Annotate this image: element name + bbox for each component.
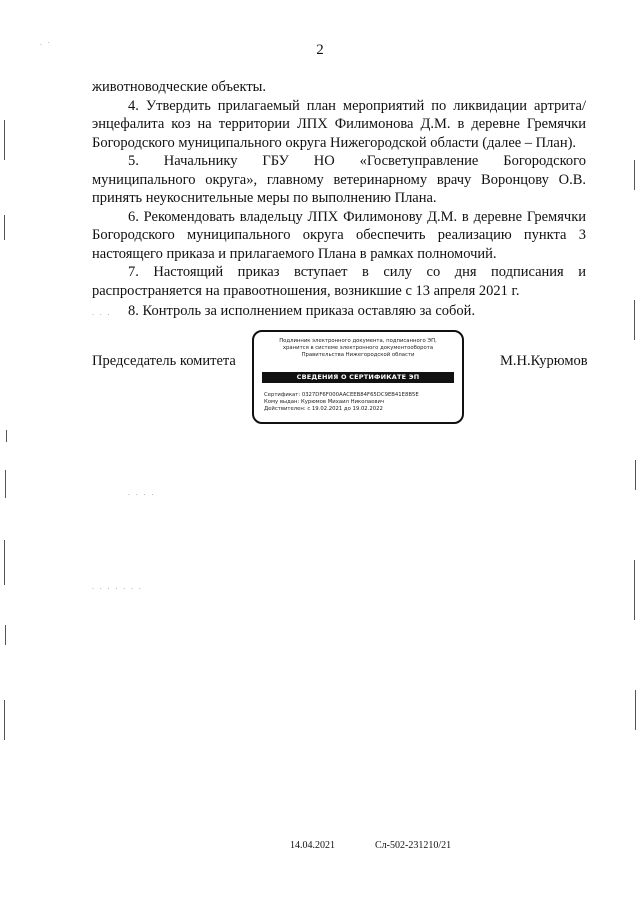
- stamp-issued-to: Кому выдан: Курюмов Михаил Николаевич: [264, 399, 385, 405]
- footer-document-number: Сл-502-231210/21: [375, 840, 452, 851]
- footer-date: 14.04.2021: [290, 840, 335, 851]
- stamp-header-line: хранится в системе электронного документооборота: [282, 345, 434, 351]
- electronic-signature-stamp: [252, 330, 464, 424]
- stamp-header-line: Правительства Нижегородской области: [301, 352, 415, 358]
- paragraph-item-5: 5. Начальнику ГБУ НО «Госветуправление Богородского муниципального округа», главному ветеринарному врачу Воронцову О.В. принять неукоснительные меры по выполнению Плана.: [92, 153, 586, 206]
- page-number: 2: [316, 42, 324, 58]
- paragraph-item-8: 8. Контроль за исполнением приказа оставляю за собой.: [128, 303, 476, 319]
- paragraph-continuation: животноводческие объекты.: [92, 79, 267, 95]
- paragraph-item-7: 7. Настоящий приказ вступает в силу со дня подписания и распространяется на правоотношения, возникшие с 13 апреля 2021 г.: [92, 264, 586, 299]
- paragraph-item-6: 6. Рекомендовать владельцу ЛПХ Филимонову Д.М. в деревне Гремячки Богородского муниципального округа обеспечить реализацию пункта 3 настоящего приказа и прилагаемого Плана в рамках полномочий.: [92, 208, 586, 262]
- stamp-title: СВЕДЕНИЯ О СЕРТИФИКАТЕ ЭП: [262, 372, 454, 383]
- stamp-certificate-id: Сертификат: 0327DF6F000AACEEB84F65DC9EB41E8B5E: [264, 392, 419, 398]
- stamp-header-line: Подлинник электронного документа, подписанного ЭП,: [279, 338, 437, 344]
- stamp-header: [260, 338, 456, 359]
- stamp-certificate-info: [264, 392, 456, 413]
- paragraph-item-4: 4. Утвердить прилагаемый план мероприятий по ликвидации артрита/энцефалита коз на территории ЛПХ Филимонова Д.М. в деревне Гремячки Богородского муниципального округа Нижегородской области (далее – План).: [92, 97, 586, 151]
- signer-position: Председатель комитета: [92, 353, 236, 369]
- document-page: 2 животноводческие объекты. 4. Утвердить прилагаемый план мероприятий по ликвидации артрита/энцефалита коз на территории ЛПХ Филимонова Д.М. в деревне Гремячки Богородского муниципального округа Нижегородской области (далее – План). 5. Начальнику ГБУ НО «Госветуправление Богородского муниципального округа», главному ветеринарному врачу Воронцову О.В. принять неукоснительные меры по выполнению Плана. 6. Рекомендовать владельцу ЛПХ Филимонову Д.М. в деревне Гремячки Богородского муниципального округа обеспечить реализацию пункта 3 настоящего приказа и прилагаемого Плана в рамках полномочий. 7. Настоящий приказ вступает в силу со дня подписания и распространяется на правоотношения, возникшие с 13 апреля 2021 г. 8. Контроль за исполнением приказа оставляю за собой. Председатель комитета Подлинник электронного документа, подписанного ЭП, хранится в системе электронного документооборота Правительства Нижегородской области СВЕДЕНИЯ О СЕРТИФИКАТЕ ЭП Сертификат: 0327DF6F000AACEEB84F65DC9EB41E8B5E Кому выдан: Курюмов Михаил Николаевич Действителен: с 19.02.2021 до 19.02.2022 М.Н.Курюмов 14.04.2021 Сл-502-231210/21 . · · · · · · · · · · · · · · ·: [0, 0, 640, 905]
- signer-name: М.Н.Курюмов: [500, 353, 588, 369]
- document-body: [92, 78, 586, 321]
- stamp-validity: Действителен: с 19.02.2021 до 19.02.2022: [264, 406, 383, 412]
